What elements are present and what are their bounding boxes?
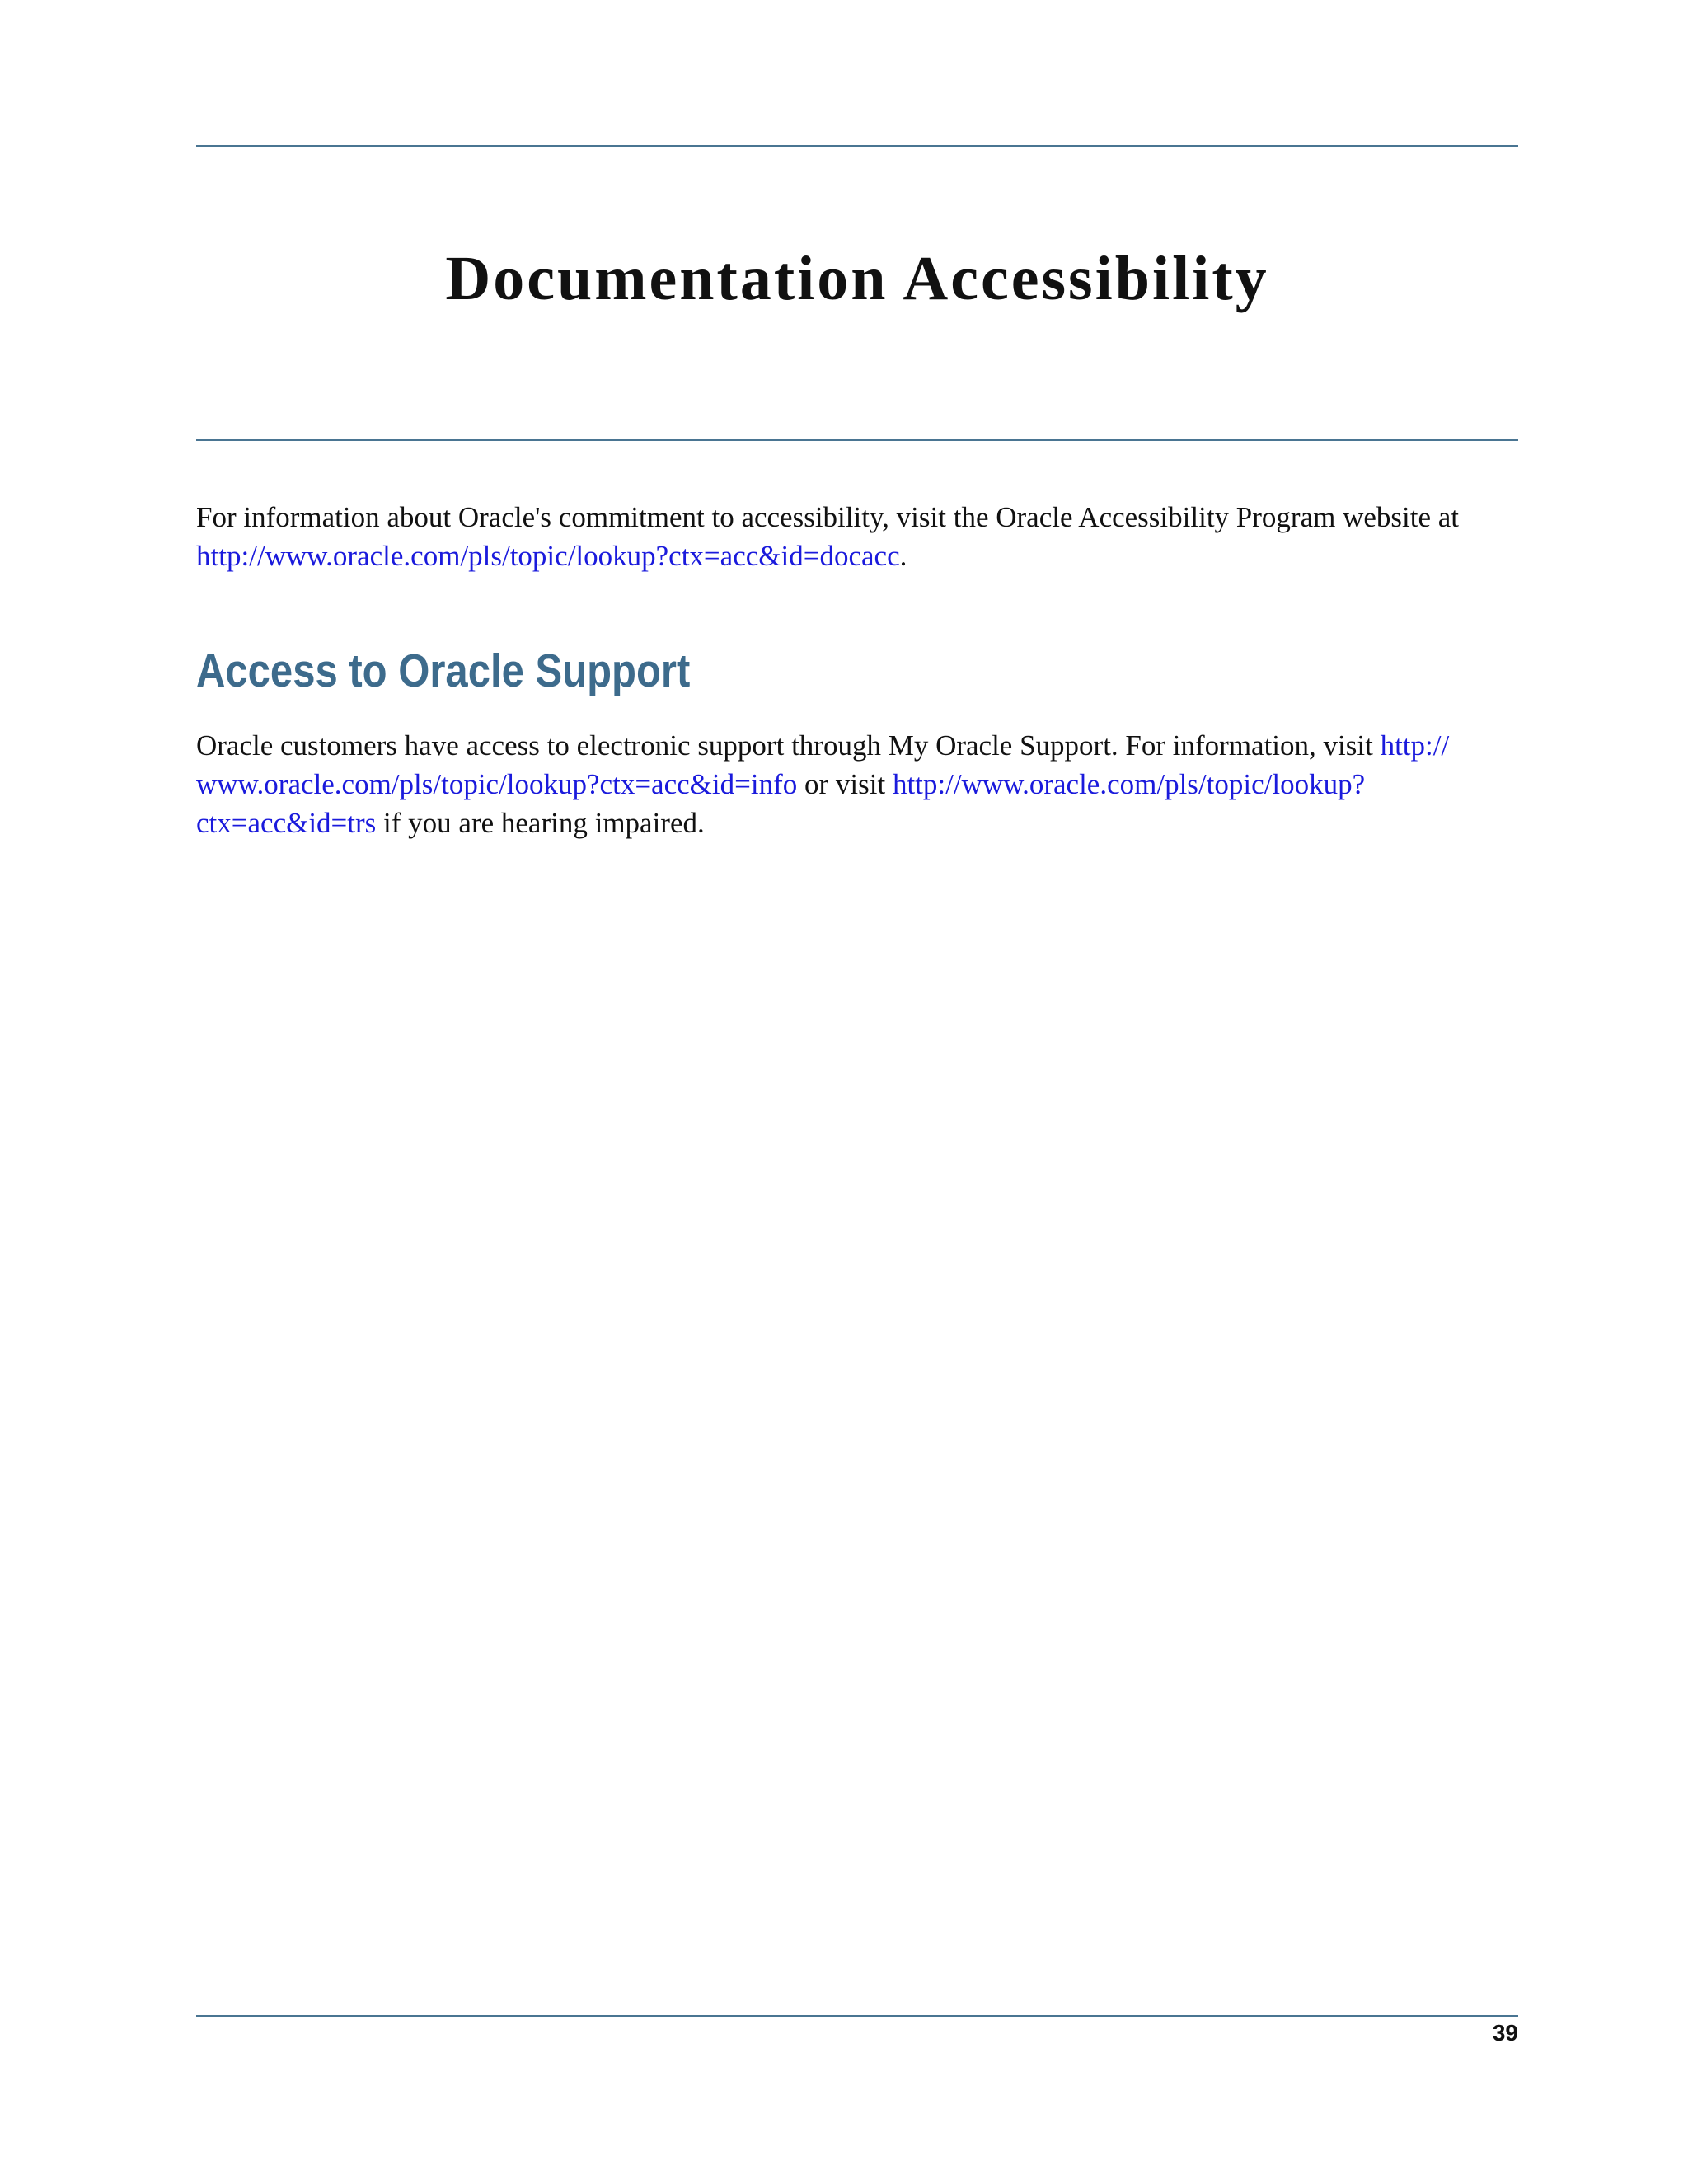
support-text-middle: or visit [797, 768, 893, 800]
intro-text: For information about Oracle's commitment to accessibility, visit the Oracle Accessibility Program website at [196, 501, 1460, 533]
hearing-impaired-link-part-1[interactable]: http://www.oracle.com/pls/topic/lookup? [892, 768, 1366, 800]
support-text: Oracle customers have access to electronic support through My Oracle Support. For information, visit [196, 729, 1381, 762]
support-paragraph [196, 726, 1518, 842]
hearing-impaired-link-part-2[interactable]: ctx=acc&id=trs [196, 807, 377, 839]
top-divider [196, 145, 1518, 147]
footer-divider [196, 2015, 1518, 2017]
page-title: Documentation Accessibility [445, 244, 1269, 313]
support-text-end: if you are hearing impaired. [376, 807, 705, 839]
intro-text-end: . [899, 540, 907, 572]
intro-paragraph [196, 498, 1518, 575]
title-divider [196, 439, 1518, 441]
section-heading: Access to Oracle Support [196, 644, 691, 697]
support-info-link-part-2[interactable]: www.oracle.com/pls/topic/lookup?ctx=acc&id=info [196, 768, 798, 800]
page-number: 39 [1492, 2020, 1518, 2046]
accessibility-program-link[interactable]: http://www.oracle.com/pls/topic/lookup?ctx=acc&id=docacc [196, 540, 900, 572]
support-info-link-part-1[interactable]: http:// [1380, 729, 1450, 762]
